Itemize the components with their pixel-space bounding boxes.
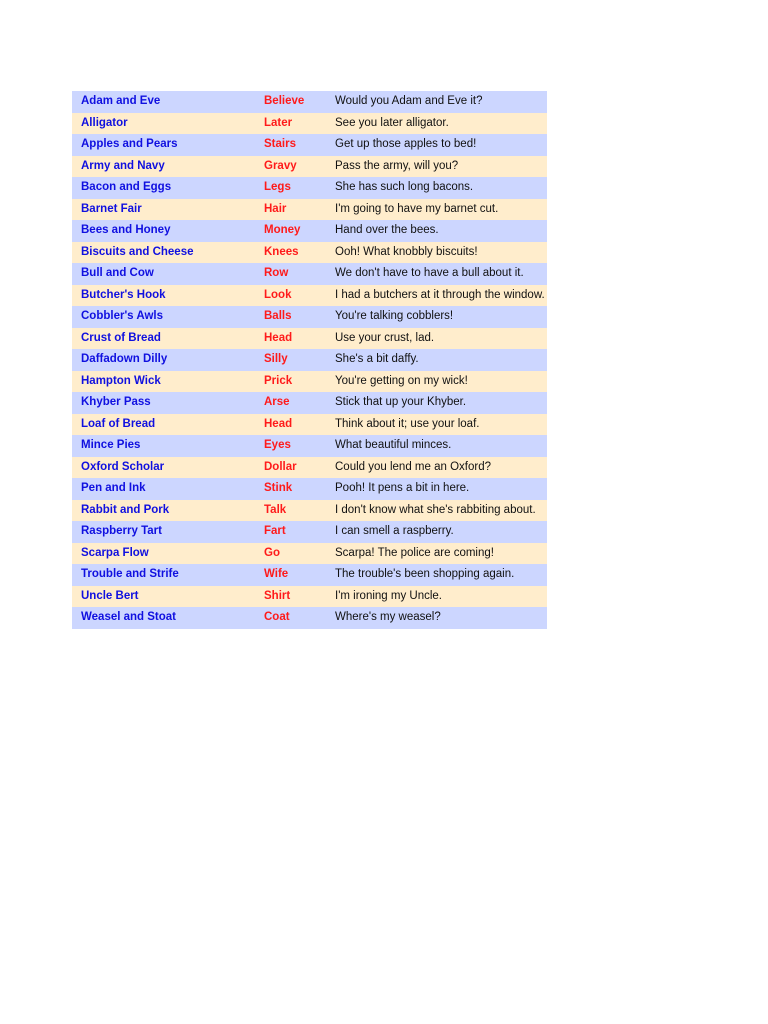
example-sentence-cell: You're talking cobblers! — [335, 306, 547, 328]
table-body — [72, 91, 547, 629]
slang-phrase-cell: Rabbit and Pork — [72, 500, 264, 522]
table-row — [72, 586, 547, 608]
rhyming-slang-table — [72, 91, 547, 629]
meaning-cell: Dollar — [264, 457, 335, 479]
meaning-cell: Legs — [264, 177, 335, 199]
example-sentence-cell: You're getting on my wick! — [335, 371, 547, 393]
slang-phrase-cell: Alligator — [72, 113, 264, 135]
table-row — [72, 414, 547, 436]
meaning-cell: Prick — [264, 371, 335, 393]
slang-phrase-cell: Uncle Bert — [72, 586, 264, 608]
meaning-cell: Stink — [264, 478, 335, 500]
meaning-cell: Stairs — [264, 134, 335, 156]
meaning-cell: Eyes — [264, 435, 335, 457]
example-sentence-cell: The trouble's been shopping again. — [335, 564, 547, 586]
table-row — [72, 478, 547, 500]
meaning-cell: Go — [264, 543, 335, 565]
slang-phrase-cell: Biscuits and Cheese — [72, 242, 264, 264]
table-row — [72, 306, 547, 328]
example-sentence-cell: Pass the army, will you? — [335, 156, 547, 178]
example-sentence-cell: She has such long bacons. — [335, 177, 547, 199]
meaning-cell: Gravy — [264, 156, 335, 178]
meaning-cell: Balls — [264, 306, 335, 328]
slang-phrase-cell: Bull and Cow — [72, 263, 264, 285]
slang-phrase-cell: Adam and Eve — [72, 91, 264, 113]
table-row — [72, 91, 547, 113]
example-sentence-cell: Scarpa! The police are coming! — [335, 543, 547, 565]
table-row — [72, 134, 547, 156]
slang-phrase-cell: Apples and Pears — [72, 134, 264, 156]
example-sentence-cell: Get up those apples to bed! — [335, 134, 547, 156]
slang-phrase-cell: Daffadown Dilly — [72, 349, 264, 371]
slang-phrase-cell: Butcher's Hook — [72, 285, 264, 307]
slang-phrase-cell: Crust of Bread — [72, 328, 264, 350]
meaning-cell: Look — [264, 285, 335, 307]
slang-phrase-cell: Cobbler's Awls — [72, 306, 264, 328]
meaning-cell: Shirt — [264, 586, 335, 608]
example-sentence-cell: I'm going to have my barnet cut. — [335, 199, 547, 221]
meaning-cell: Fart — [264, 521, 335, 543]
table-row — [72, 564, 547, 586]
table-row — [72, 113, 547, 135]
table-row — [72, 263, 547, 285]
slang-phrase-cell: Oxford Scholar — [72, 457, 264, 479]
table-row — [72, 177, 547, 199]
meaning-cell: Money — [264, 220, 335, 242]
slang-phrase-cell: Raspberry Tart — [72, 521, 264, 543]
table-row — [72, 285, 547, 307]
example-sentence-cell: I don't know what she's rabbiting about. — [335, 500, 547, 522]
table-row — [72, 607, 547, 629]
example-sentence-cell: I'm ironing my Uncle. — [335, 586, 547, 608]
example-sentence-cell: I can smell a raspberry. — [335, 521, 547, 543]
example-sentence-cell: What beautiful minces. — [335, 435, 547, 457]
meaning-cell: Row — [264, 263, 335, 285]
meaning-cell: Knees — [264, 242, 335, 264]
meaning-cell: Silly — [264, 349, 335, 371]
meaning-cell: Later — [264, 113, 335, 135]
example-sentence-cell: Hand over the bees. — [335, 220, 547, 242]
example-sentence-cell: Pooh! It pens a bit in here. — [335, 478, 547, 500]
table-row — [72, 156, 547, 178]
example-sentence-cell: Stick that up your Khyber. — [335, 392, 547, 414]
slang-phrase-cell: Army and Navy — [72, 156, 264, 178]
example-sentence-cell: Ooh! What knobbly biscuits! — [335, 242, 547, 264]
slang-phrase-cell: Bees and Honey — [72, 220, 264, 242]
example-sentence-cell: She's a bit daffy. — [335, 349, 547, 371]
slang-phrase-cell: Trouble and Strife — [72, 564, 264, 586]
example-sentence-cell: Could you lend me an Oxford? — [335, 457, 547, 479]
slang-phrase-cell: Pen and Ink — [72, 478, 264, 500]
table-row — [72, 521, 547, 543]
slang-phrase-cell: Barnet Fair — [72, 199, 264, 221]
meaning-cell: Head — [264, 414, 335, 436]
meaning-cell: Believe — [264, 91, 335, 113]
example-sentence-cell: Use your crust, lad. — [335, 328, 547, 350]
table-row — [72, 500, 547, 522]
table-row — [72, 457, 547, 479]
table-row — [72, 435, 547, 457]
table-row — [72, 220, 547, 242]
meaning-cell: Head — [264, 328, 335, 350]
meaning-cell: Hair — [264, 199, 335, 221]
example-sentence-cell: Think about it; use your loaf. — [335, 414, 547, 436]
slang-phrase-cell: Weasel and Stoat — [72, 607, 264, 629]
table-row — [72, 328, 547, 350]
table-row — [72, 543, 547, 565]
example-sentence-cell: Where's my weasel? — [335, 607, 547, 629]
meaning-cell: Wife — [264, 564, 335, 586]
table-row — [72, 392, 547, 414]
slang-phrase-cell: Bacon and Eggs — [72, 177, 264, 199]
example-sentence-cell: I had a butchers at it through the window. — [335, 285, 547, 307]
slang-phrase-cell: Loaf of Bread — [72, 414, 264, 436]
slang-phrase-cell: Mince Pies — [72, 435, 264, 457]
table-row — [72, 371, 547, 393]
table-row — [72, 242, 547, 264]
slang-phrase-cell: Khyber Pass — [72, 392, 264, 414]
meaning-cell: Talk — [264, 500, 335, 522]
slang-phrase-cell: Hampton Wick — [72, 371, 264, 393]
slang-phrase-cell: Scarpa Flow — [72, 543, 264, 565]
example-sentence-cell: We don't have to have a bull about it. — [335, 263, 547, 285]
meaning-cell: Coat — [264, 607, 335, 629]
table-row — [72, 349, 547, 371]
example-sentence-cell: Would you Adam and Eve it? — [335, 91, 547, 113]
example-sentence-cell: See you later alligator. — [335, 113, 547, 135]
table-row — [72, 199, 547, 221]
meaning-cell: Arse — [264, 392, 335, 414]
